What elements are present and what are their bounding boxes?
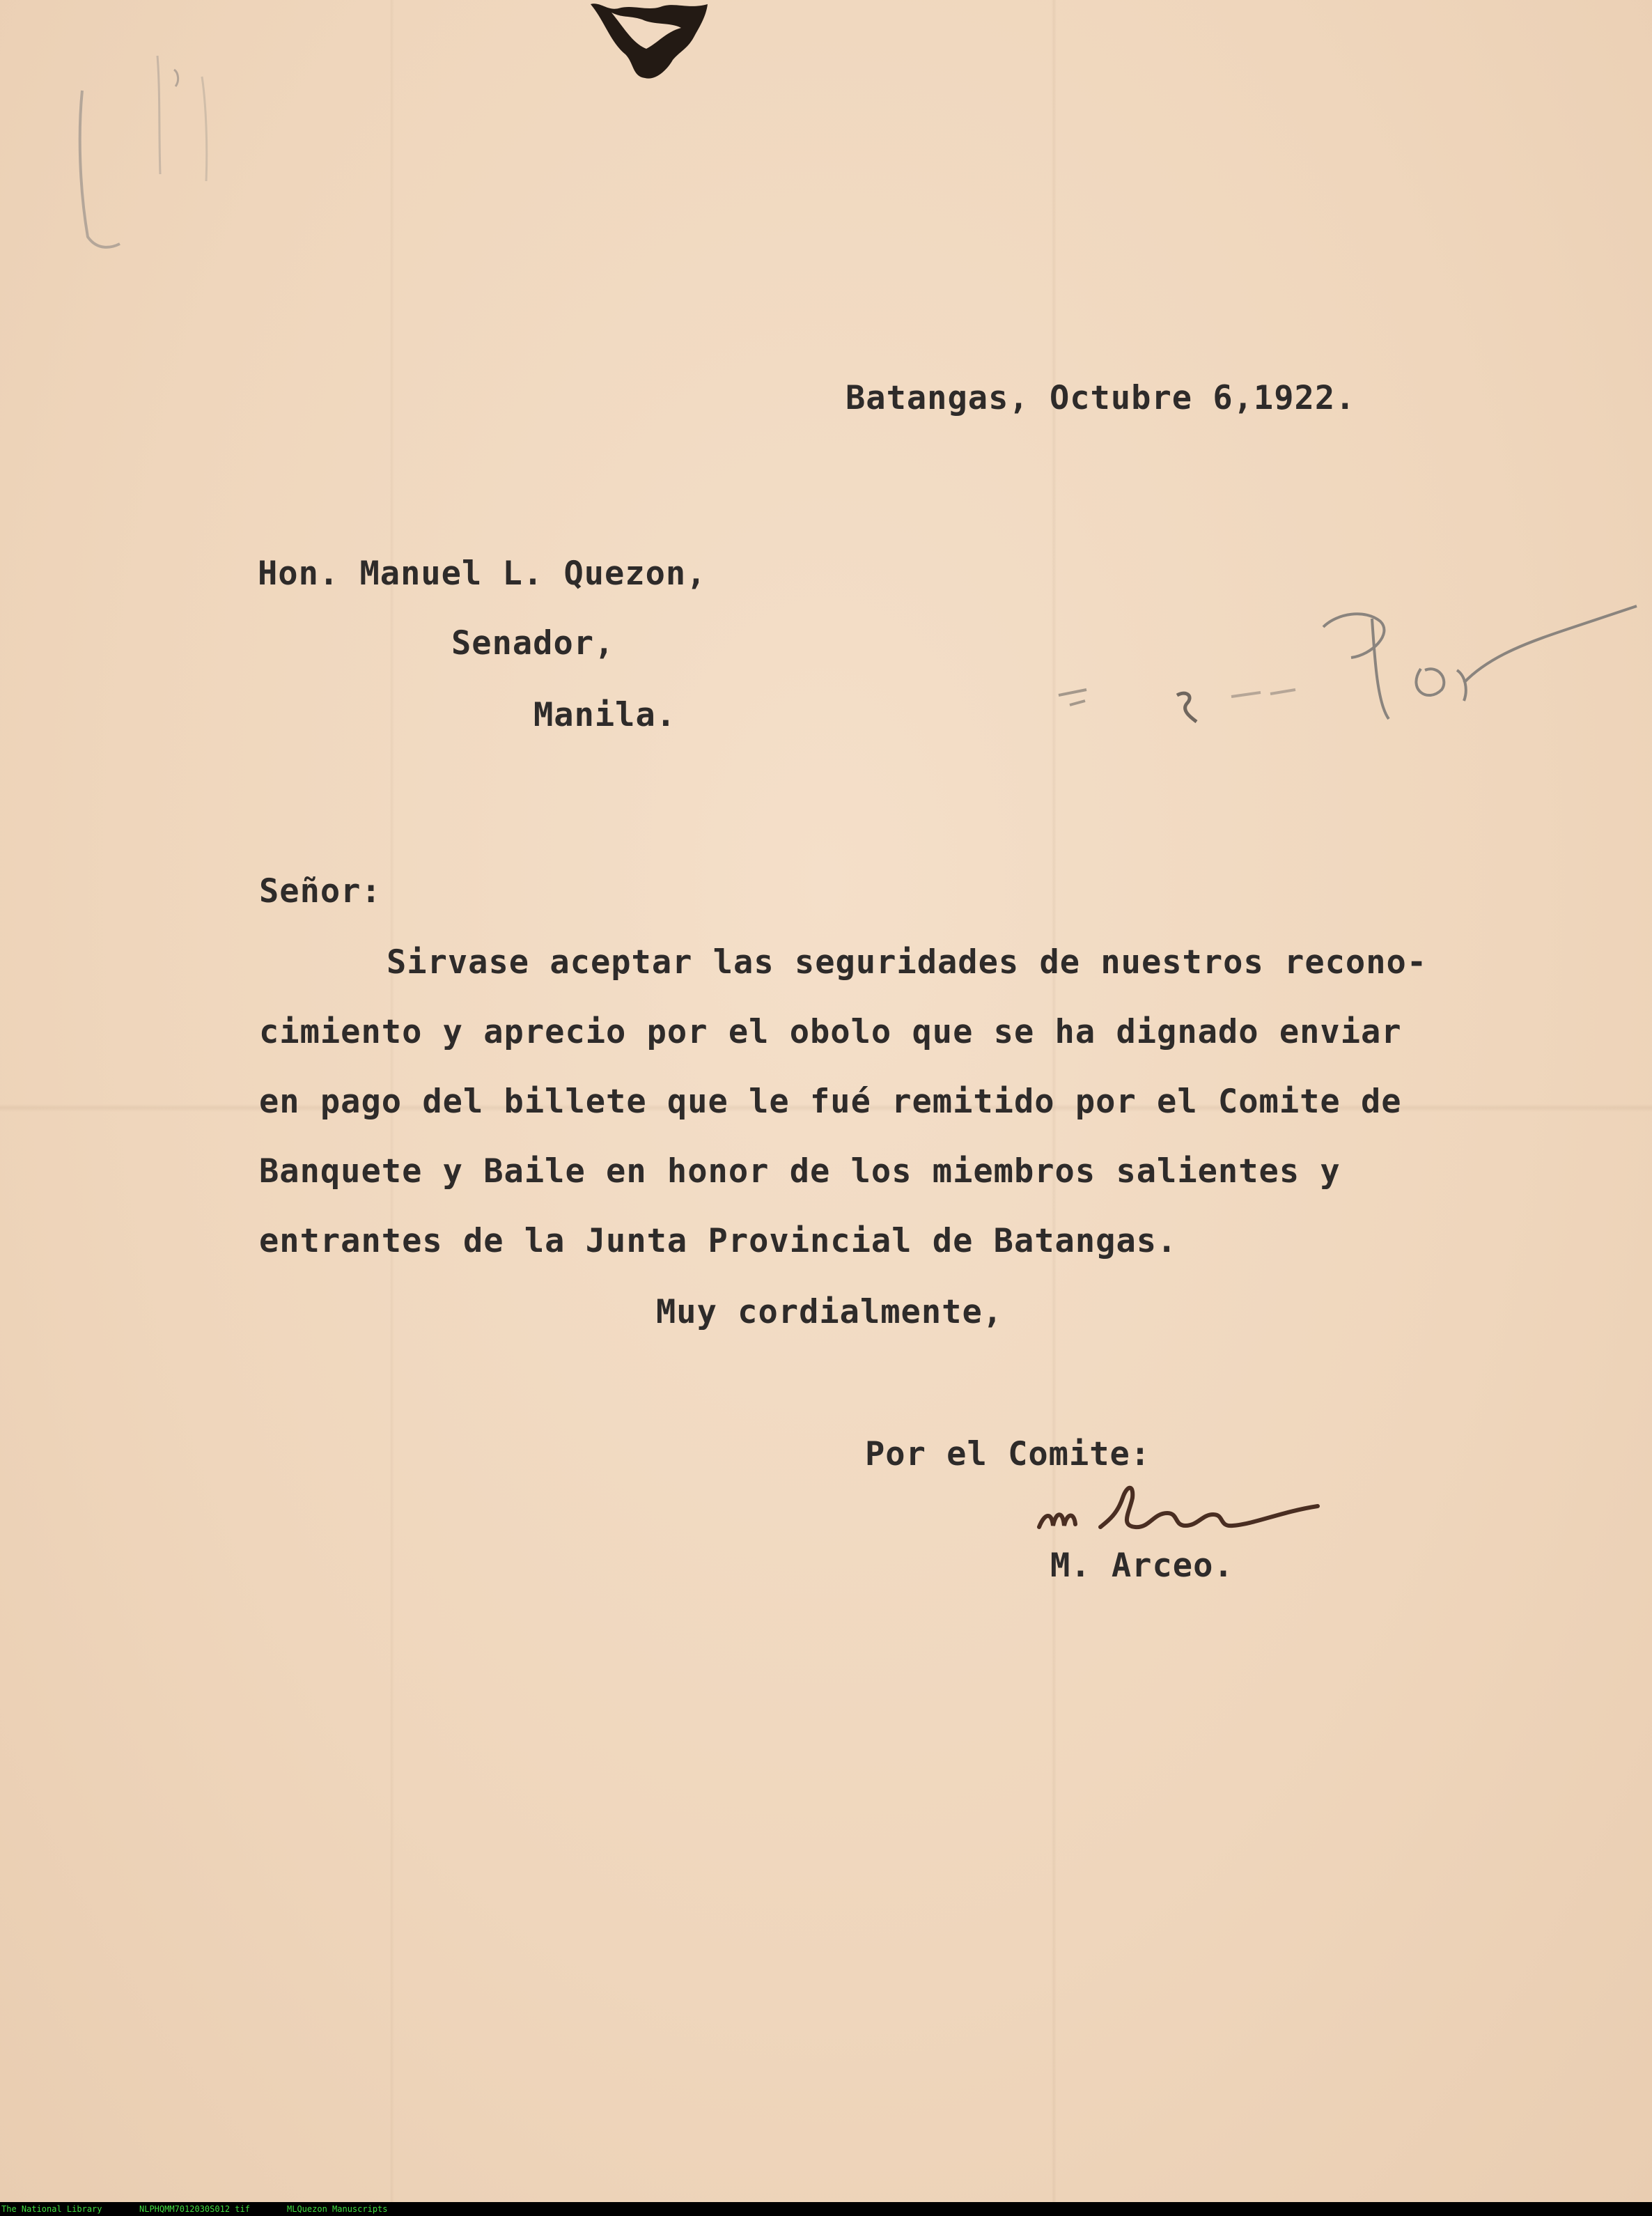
- closing: Muy cordialmente,: [656, 1293, 1004, 1331]
- body-line-5: entrantes de la Junta Provincial de Batangas.: [259, 1222, 1178, 1260]
- footer-file-id: NLPHQMM7012030S012 tif: [139, 2204, 250, 2214]
- recipient-title: Senador,: [451, 624, 615, 663]
- recipient-name: Hon. Manuel L. Quezon,: [258, 555, 707, 593]
- body-line-4: Banquete y Baile en honor de los miembros salientes y: [259, 1152, 1341, 1191]
- footer-collection: MLQuezon Manuscripts: [287, 2204, 388, 2214]
- date-line: Batangas, Octubre 6,1922.: [846, 379, 1356, 417]
- signer-name: M. Arceo.: [1050, 1547, 1234, 1585]
- recipient-city: Manila.: [533, 696, 677, 734]
- pencil-annotation-marks: [1045, 585, 1644, 766]
- footer-library: The National Library: [1, 2204, 102, 2214]
- archive-footer: [0, 2202, 1652, 2216]
- body-line-1: Sirvase aceptar las seguridades de nuestros recono-: [387, 943, 1428, 982]
- handwritten-signature: [1031, 1470, 1323, 1547]
- pencil-bracket-mark: [70, 28, 223, 265]
- torn-hole: [584, 0, 709, 91]
- salutation: Señor:: [259, 872, 382, 911]
- body-line-2: cimiento y aprecio por el obolo que se ha dignado enviar: [259, 1013, 1402, 1051]
- on-behalf-line: Por el Comite:: [865, 1435, 1151, 1473]
- body-line-3: en pago del billete que le fué remitido por el Comite de: [259, 1083, 1402, 1121]
